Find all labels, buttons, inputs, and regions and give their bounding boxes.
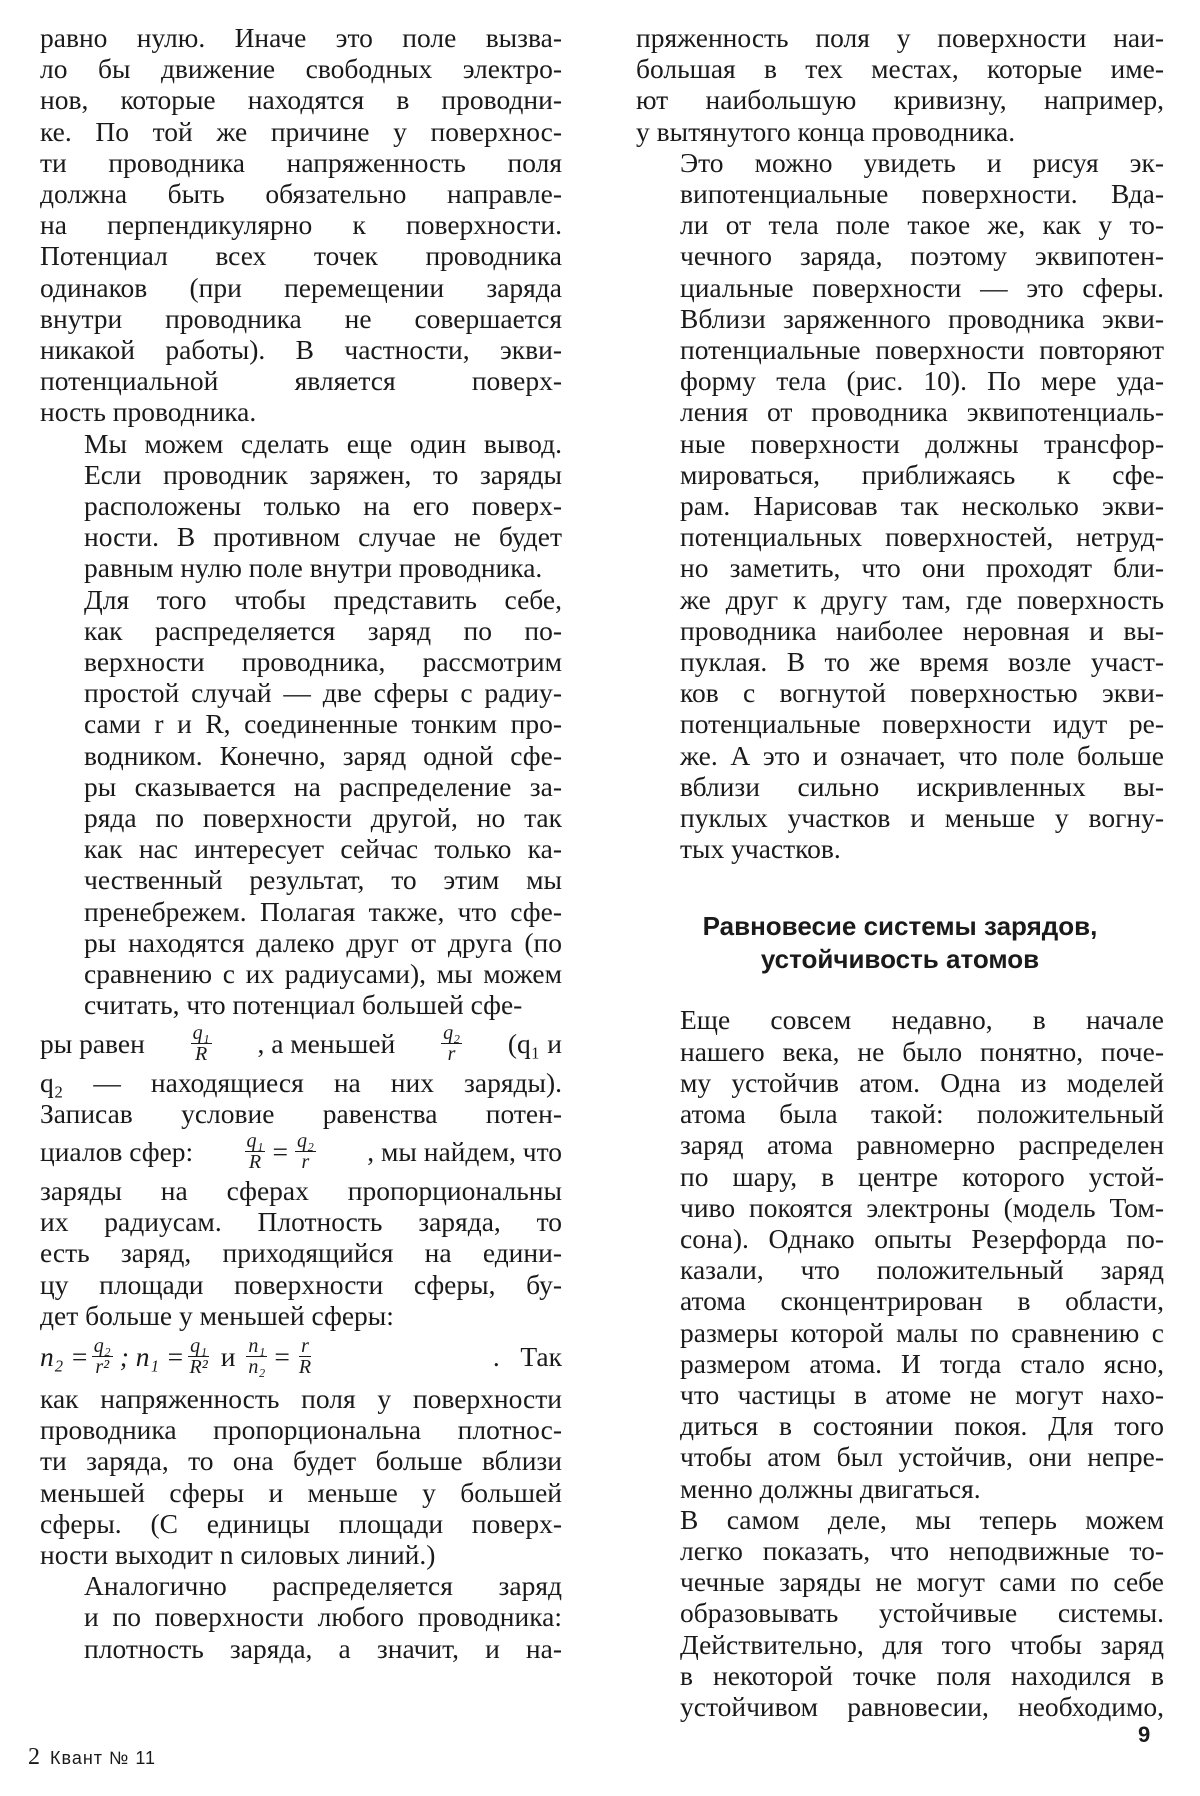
text-line: пренебрежем. Полагая также, что сфе-	[84, 895, 562, 927]
text-line: по шару, в центре которого устой-	[680, 1160, 1164, 1192]
text-line: как нас интересует сейчас только ка-	[84, 833, 562, 865]
text-line: сферы. (С единицы площади поверх-	[40, 1507, 562, 1539]
text-line: на перпендикулярно к поверхности.	[40, 209, 562, 241]
text-line: ности. В противном случае не будет	[84, 521, 562, 553]
text-line: Если проводник заряжен, то заряды	[84, 458, 562, 490]
text-line: Это можно увидеть и рисуя эк-	[680, 146, 1164, 178]
formula-equality: циалов сфер: $\frac{\text{q₁}}{R}$ = $\frac{\text{q₂}}{r}$ , мы найдем, что	[40, 1130, 562, 1174]
text-line: му устойчив атом. Одна из моделей	[680, 1066, 1164, 1098]
text-line: Мы можем сделать еще один вывод.	[84, 427, 562, 459]
text-line: чиво покоятся электроны (модель Том-	[680, 1191, 1164, 1223]
text-line: пуклая. В то же время возле участ-	[680, 646, 1164, 678]
text-line: же друг к другу там, где поверхность	[680, 583, 1164, 615]
text-line: как распределяется заряд по по-	[84, 614, 562, 646]
text-line: и по поверхности любого проводника:	[84, 1601, 562, 1633]
text-line: менно должны двигаться.	[680, 1472, 981, 1504]
text-line: потенциальных поверхностей, нетруд-	[680, 521, 1164, 553]
text-line: ности выходит n силовых линий.)	[40, 1538, 436, 1570]
text-line: потенциальные поверхности идут ре-	[680, 708, 1164, 740]
text-line: но заметить, что они проходят бли-	[680, 552, 1164, 584]
text-line: меньшей сферы и меньше у большей	[40, 1476, 562, 1508]
text-line: пряженность поля у поверхности наи-	[636, 22, 1164, 53]
text-line: плотность заряда, а значит, и на-	[84, 1632, 562, 1664]
formula-density: n₂ = $\frac{\text{q₂}}{\text{r²}}$ ; n₁ = $\frac{\text{q₁}}{\text{R²}}$ и $\frac{\text{n₁}}{\text{n₂}}$ = $\frac{r}{R}$ . Так	[40, 1335, 562, 1379]
left-column	[40, 22, 562, 1664]
text-line: вблизи сильно искривленных вы-	[680, 770, 1164, 802]
paragraph	[40, 1175, 562, 1331]
text-line: Аналогично распределяется заряд	[84, 1570, 562, 1602]
text-line: атома сконцентрирован в области,	[680, 1285, 1164, 1317]
text-line: q₂ — находящиеся на них заряды).	[40, 1066, 562, 1098]
fraction: $\frac{\text{q₁}}{R}$	[192, 1022, 210, 1065]
text-line: ры сказывается на распределение за-	[84, 770, 562, 802]
text-line: ряда по поверхности другой, но так	[84, 802, 562, 834]
text-line: простой случай — две сферы с радиу-	[84, 677, 562, 709]
fraction: $\frac{\text{n₁}}{\text{n₂}}$	[248, 1335, 266, 1379]
text-line: проводника наиболее неровная и вы-	[680, 614, 1164, 646]
text-line: форму тела (рис. 10). По мере уда-	[680, 365, 1164, 397]
text-line: легко показать, что неподвижные то-	[680, 1534, 1164, 1566]
text-line: ти проводника напряженность поля	[40, 146, 562, 178]
paragraph	[40, 1383, 562, 1570]
text-line: равным нулю поле внутри проводника.	[84, 552, 543, 584]
paragraph	[40, 1067, 562, 1129]
page-number: 9	[1138, 1722, 1151, 1747]
fraction: $\frac{\text{q₂}}{r}$	[296, 1130, 314, 1174]
text-line: ков с вогнутой поверхностью экви-	[680, 677, 1164, 709]
text-line: Записав условие равенства потен-	[40, 1097, 562, 1129]
text-line: образовывать устойчивые системы.	[680, 1597, 1164, 1629]
paragraph	[636, 147, 1164, 865]
paragraph	[40, 428, 562, 584]
text-line: нашего века, не было понятно, поче-	[680, 1035, 1164, 1067]
text-line: циальные поверхности — это сферы.	[680, 271, 1164, 303]
text-line: заряд атома равномерно распределен	[680, 1129, 1164, 1161]
text-line: никакой работы). В частности, экви-	[40, 334, 562, 366]
text-line: ти заряда, то она будет больше вблизи	[40, 1445, 562, 1477]
signature-mark: 2 Квант № 11	[28, 1744, 157, 1770]
text-line: их радиусам. Плотность заряда, то	[40, 1206, 562, 1238]
paragraph	[40, 584, 562, 1021]
text-line: Вблизи заряженного проводника экви-	[680, 302, 1164, 334]
text-line: ные поверхности должны трансфор-	[680, 427, 1164, 459]
section-heading: Равновесие системы зарядов, устойчивость атомов	[702, 911, 1098, 975]
text-line: у вытянутого конца проводника.	[636, 115, 1016, 147]
text-line: сравнению с их радиусами), мы можем	[84, 958, 562, 990]
fraction: $\frac{\text{q₁}}{R}$	[246, 1130, 264, 1174]
text-line: чтобы атом был устойчив, они непре-	[680, 1441, 1164, 1473]
paragraph	[636, 22, 1164, 147]
text-line: ло бы движение свободных электро-	[40, 53, 562, 85]
text-line: чечного заряда, поэтому эквипотен-	[680, 240, 1164, 272]
paragraph	[636, 1504, 1164, 1722]
fraction: $\frac{\text{q₁}}{\text{R²}}$	[189, 1335, 208, 1379]
text-line: должна быть обязательно направле-	[40, 178, 562, 210]
text-line: сона). Однако опыты Резерфорда по-	[680, 1222, 1164, 1254]
text-line: потенциальные поверхности повторяют	[680, 334, 1164, 366]
text-line: устойчивом равновесии, необходимо,	[680, 1690, 1164, 1722]
text-line: ли от тела поле такое же, как у то-	[680, 209, 1164, 241]
right-column	[636, 22, 1164, 1722]
text-line: казали, что положительный заряд	[680, 1254, 1164, 1286]
text-line: Потенциал всех точек проводника	[40, 240, 562, 272]
text-line: Еще совсем недавно, в начале	[680, 1004, 1164, 1036]
text-line: большая в тех местах, которые име-	[636, 53, 1164, 85]
text-line: ры находятся далеко друг от друга (по	[84, 926, 562, 958]
text-line: есть заряд, приходящийся на едини-	[40, 1237, 562, 1269]
formula-potentials: ры равен $\frac{\text{q₁}}{R}$ , а меньшей $\frac{\text{q₂}}{r}$ (q₁ и	[40, 1022, 562, 1065]
text-line: проводника пропорциональна плотнос-	[40, 1414, 562, 1446]
text-line: ке. По той же причине у поверхнос-	[40, 115, 562, 147]
text-line: размером атома. И тогда стало ясно,	[680, 1347, 1164, 1379]
text-line: ления от проводника эквипотенциаль-	[680, 396, 1164, 428]
text-line: заряды на сферах пропорциональны	[40, 1174, 562, 1206]
text-line: как напряженность поля у поверхности	[40, 1382, 562, 1414]
text-line: в некоторой точке поля находился в	[680, 1659, 1164, 1691]
text-line: випотенциальные поверхности. Вда-	[680, 178, 1164, 210]
text-line: расположены только на его поверх-	[84, 490, 562, 522]
text-line: размеры которой малы по сравнению с	[680, 1316, 1164, 1348]
text-line: мироваться, приближаясь к сфе-	[680, 458, 1164, 490]
text-line: тых участков.	[680, 833, 841, 865]
text-line: диться в состоянии покоя. Для того	[680, 1410, 1164, 1442]
text-line: дет больше у меньшей сферы:	[40, 1299, 394, 1331]
text-line: атома была такой: положительный	[680, 1098, 1164, 1130]
text-line: цу площади поверхности сферы, бу-	[40, 1268, 562, 1300]
paragraph	[40, 1570, 562, 1664]
text-line: же. А это и означает, что поле больше	[680, 739, 1164, 771]
text-line: чественный результат, то этим мы	[84, 864, 562, 896]
text-line: ют наибольшую кривизну, например,	[636, 84, 1164, 116]
paragraph	[40, 22, 562, 428]
text-line: В самом деле, мы теперь можем	[680, 1503, 1164, 1535]
text-line: рам. Нарисовав так несколько экви-	[680, 490, 1164, 522]
paragraph	[636, 1004, 1164, 1503]
text-line: что частицы в атоме не могут нахо-	[680, 1378, 1164, 1410]
fraction: $\frac{r}{R}$	[298, 1335, 312, 1379]
text-line: пуклых участков и меньше у вогну-	[680, 802, 1164, 834]
text-line: считать, что потенциал большей сфе-	[84, 989, 523, 1021]
text-line: внутри проводника не совершается	[40, 302, 562, 334]
fraction: $\frac{\text{q₂}}{r}$	[443, 1022, 461, 1065]
text-line: ность проводника.	[40, 396, 257, 428]
text-line: Для того чтобы представить себе,	[84, 583, 562, 615]
text-line: равно нулю. Иначе это поле вызва-	[40, 22, 562, 53]
text-line: чечные заряды не могут сами по себе	[680, 1566, 1164, 1598]
text-line: сами r и R, соединенные тонким про-	[84, 708, 562, 740]
text-line: одинаков (при перемещении заряда	[40, 271, 562, 303]
text-line: Действительно, для того чтобы заряд	[680, 1628, 1164, 1660]
text-line: нов, которые находятся в проводни-	[40, 84, 562, 116]
fraction: $\frac{\text{q₂}}{\text{r²}}$	[93, 1335, 111, 1379]
text-line: водником. Конечно, заряд одной сфе-	[84, 739, 562, 771]
text-line: верхности проводника, рассмотрим	[84, 646, 562, 678]
text-line: потенциальной является поверх-	[40, 365, 562, 397]
